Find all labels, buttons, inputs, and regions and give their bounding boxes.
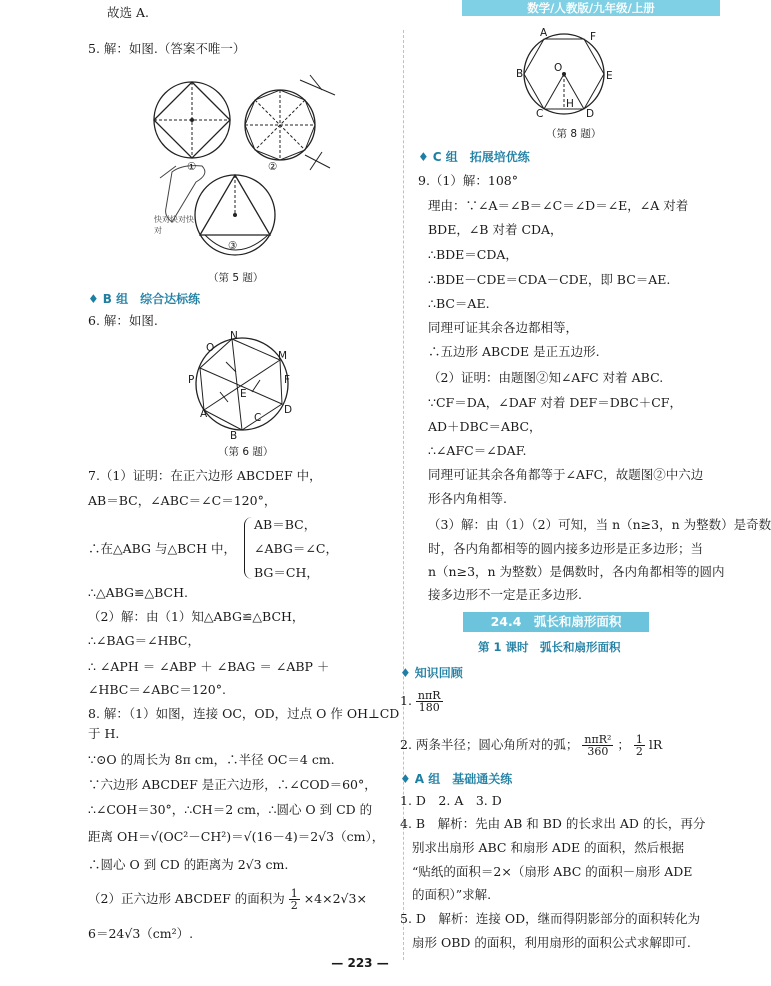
r-line-5: ∴BDE－CDE＝CDA－CDE，即 BC＝AE.	[428, 272, 671, 287]
a4-line-1: 4. B 解析：先由 AB 和 BD 的长求出 AD 的长，再分	[400, 816, 706, 831]
q8-line-9: 6＝24√3（cm²）.	[88, 926, 194, 941]
q8-line-8: （2）正六边形 ABCDEF 的面积为 $\frac{1}{2}$ ×4×2√3×	[88, 887, 367, 912]
fig5-label-3: ③	[228, 240, 238, 252]
lesson-title: 第 1 课时 弧长和扇形面积	[478, 640, 621, 654]
q7-sys-1: AB＝BC，	[254, 517, 317, 532]
fig5-label-1: ①	[187, 161, 197, 173]
fig6-label-O: O	[206, 342, 215, 354]
fig8-label-C: C	[536, 108, 544, 120]
fig8-label-H: H	[566, 98, 574, 110]
q8-line-6: 距离 OH＝√(OC²－CH²)＝√(16－4)＝2√3（cm），	[88, 829, 385, 844]
q7-sys-3: BG＝CH，	[254, 565, 319, 580]
fig8-label-E: E	[606, 70, 613, 82]
fig6-label-E: E	[240, 388, 247, 400]
r-line-9: （2）证明：由题图②知∠AFC 对着 ABC.	[428, 370, 664, 385]
q8-line-5: ∴∠COH＝30°，∴CH＝2 cm，∴圆心 O 到 CD 的	[88, 802, 373, 817]
fig6-label-F: F	[284, 374, 291, 386]
a-line-1: 1. D 2. A 3. D	[400, 793, 502, 808]
r-line-15: （3）解：由（1）（2）可知，当 n（n≥3，n 为整数）是奇数	[428, 517, 771, 532]
a4-line-3: “贴纸的面积＝2×（扇形 ABC 的面积－扇形 ADE	[412, 864, 693, 879]
fraction-half-lr: $\frac{1}{2}$	[635, 733, 643, 758]
a5-line-1: 5. D 解析：连接 OD，继而得阴影部分的面积转化为	[400, 911, 701, 926]
r-line-6: ∴BC＝AE.	[428, 296, 490, 311]
q7-line-3: ∴在△ABG 与△BCH 中，	[88, 541, 236, 556]
q8-line-4: ∵六边形 ABCDEF 是正六边形，∴∠COD＝60°，	[88, 777, 377, 792]
r-line-2: 理由：∵∠A＝∠B＝∠C＝∠D＝∠E，∠A 对着	[428, 198, 689, 213]
q6-line: 6. 解：如图.	[88, 313, 158, 328]
fraction-sector-area: $\frac{\text{nπR²}}{360}$	[584, 733, 612, 758]
fig6-label-B: B	[230, 430, 238, 442]
section-b-title: ♦ B 组 综合达标练	[88, 292, 201, 306]
page-number: — 223 —	[331, 956, 389, 970]
a4-line-4: 的面积）”求解.	[412, 887, 492, 902]
fig8-caption: （第 8 题）	[546, 128, 602, 140]
q7-line-1: 7.（1）证明：在正六边形 ABCDEF 中，	[88, 468, 322, 483]
r-line-8: ∴五边形 ABCDE 是正五边形.	[428, 344, 600, 359]
section-c-title: ♦ C 组 拓展培优练	[418, 150, 530, 164]
fig8-label-D: D	[586, 108, 595, 120]
figure-8	[512, 24, 616, 120]
fig6-caption: （第 6 题）	[218, 446, 274, 458]
fig8-label-O: O	[554, 62, 563, 74]
fig6-label-A: A	[200, 408, 208, 420]
header-bar: 数学/人教版/九年级/上册	[462, 0, 720, 16]
a5-line-2: 扇形 OBD 的面积，利用扇形的面积公式求解即可.	[412, 935, 691, 950]
fig6-label-P: P	[188, 374, 195, 386]
fig5-caption: （第 5 题）	[208, 272, 264, 284]
fig5-handnote: 快对快对快对	[154, 215, 194, 235]
diamond-icon: ♦	[418, 150, 429, 164]
q8-line-2: 于 H.	[88, 726, 120, 741]
r-line-12: ∴∠AFC＝∠DAF.	[428, 443, 527, 458]
fig6-label-M: M	[278, 350, 288, 362]
r-line-3: BDE，∠B 对着 CDA，	[428, 222, 563, 237]
k1-line: 1. $\frac{\text{nπR}}{180}$	[400, 689, 441, 714]
r-line-18: 接多边形不一定是正多边形.	[428, 587, 582, 602]
r-line-7: 同理可证其余各边都相等，	[428, 320, 579, 335]
a4-line-2: 别求出扇形 ABC 和扇形 ADE 的面积，然后根据	[412, 840, 685, 855]
q7-sys-2: ∠ABG＝∠C，	[254, 541, 338, 556]
text-line: 故选 A.	[107, 5, 149, 20]
r-line-17: n（n≥3，n 为整数）是偶数时，各内角都相等的圆内	[428, 564, 725, 579]
r-line-14: 形各内角相等.	[428, 491, 507, 506]
k2-line: 2. 两条半径；圆心角所对的弧； $\frac{\text{nπR²}}{360}$ ； $\frac{1}{2}$ lR	[400, 733, 663, 758]
diamond-icon: ♦	[400, 772, 411, 786]
q7-line-4: ∴△ABG≌△BCH.	[88, 585, 188, 600]
diamond-icon: ♦	[400, 666, 411, 680]
fig6-label-C: C	[254, 412, 262, 424]
q7-line-2: AB＝BC，∠ABC＝∠C＝120°，	[88, 493, 277, 508]
r-line-4: ∴BDE＝CDA，	[428, 247, 518, 262]
fig8-label-A: A	[540, 27, 548, 39]
fraction-half: $\frac{1}{2}$	[290, 887, 298, 912]
fig6-label-D: D	[284, 404, 293, 416]
q8-line-3: ∵⊙O 的周长为 8π cm，∴半径 OC＝4 cm.	[88, 752, 335, 767]
section-review-title: ♦ 知识回顾	[400, 666, 463, 680]
q5-line: 5. 解：如图.（答案不唯一）	[88, 41, 246, 56]
fraction-arc-length: $\frac{\text{nπR}}{180}$	[417, 689, 441, 714]
fig8-label-F: F	[590, 31, 597, 43]
q7-line-8: ∠HBC＝∠ABC＝120°.	[88, 682, 226, 697]
q8-line-7: ∴圆心 O 到 CD 的距离为 2√3 cm.	[88, 857, 289, 872]
q8-line-1: 8. 解：（1）如图，连接 OC，OD，过点 O 作 OH⊥CD	[88, 706, 400, 721]
system-brace	[244, 517, 253, 579]
diamond-icon: ♦	[88, 292, 99, 306]
r-line-10: ∵CF＝DA，∠DAF 对着 DEF＝DBC＋CF，	[428, 395, 682, 410]
figure-5	[150, 60, 350, 275]
fig8-label-B: B	[516, 68, 524, 80]
section-a-title: ♦ A 组 基础通关练	[400, 772, 513, 786]
fig5-label-2: ②	[268, 161, 278, 173]
q7-line-6: ∴∠BAG＝∠HBC，	[88, 633, 200, 648]
fig6-label-N: N	[230, 330, 238, 342]
section-banner: 24.4 弧长和扇形面积	[463, 612, 649, 632]
r-line-1: 9.（1）解：108°	[418, 173, 518, 188]
r-line-13: 同理可证其余各角都等于∠AFC，故题图②中六边	[428, 467, 704, 482]
r-line-11: AD＋DBC＝ABC，	[428, 419, 542, 434]
r-line-16: 时，各内角都相等的圆内接多边形是正多边形；当	[428, 541, 704, 556]
q7-line-5: （2）解：由（1）知△ABG≌△BCH，	[88, 609, 305, 624]
q7-line-7: ∴ ∠APH ＝ ∠ABP ＋ ∠BAG ＝ ∠ABP ＋	[88, 659, 330, 674]
